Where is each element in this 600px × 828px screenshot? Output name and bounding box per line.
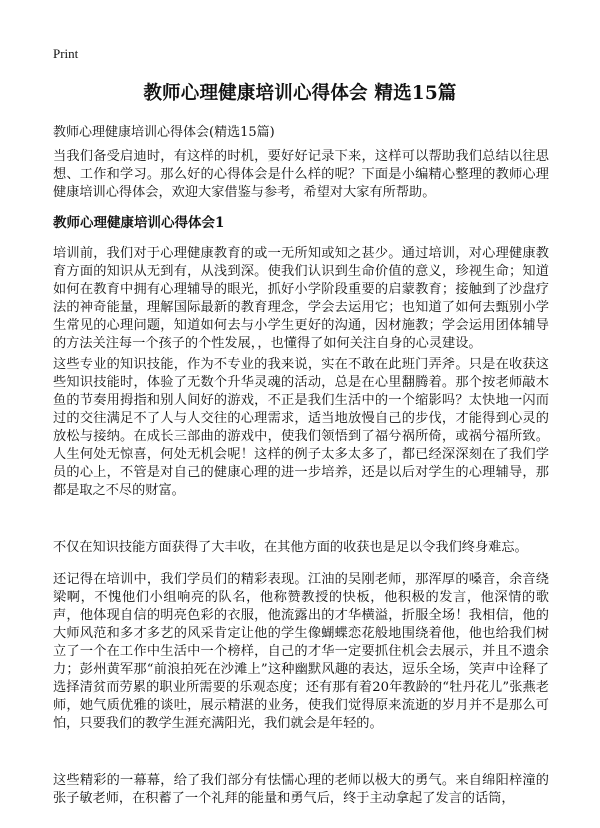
page-title: 教师心理健康培训心得体会 精选15篇 — [143, 83, 457, 104]
intro-paragraph: 当我们备受启迪时，有这样的时机，要好好记录下来，这样可以帮助我们总结以往思想、工作和学习。那么好的心得体会是什么样的呢？下面是小编精心整理的教师心理健康培训心得体会，欢迎大家借鉴与参考，希望对大家有所帮助。 — [53, 149, 549, 200]
document-subtitle: 教师心理健康培训心得体会(精选15篇) — [53, 125, 275, 140]
body-paragraph: 这些精彩的一幕幕，给了我们部分有怯懦心理的老师以极大的勇气。来自绵阳梓潼的张子敏老师，在积蓄了一个礼拜的能量和勇气后，终于主动拿起了发言的话筒， — [53, 773, 549, 806]
body-paragraph: 这些专业的知识技能，作为不专业的我来说，实在不敢在此班门弄斧。只是在收获这些知识技能时，体验了无数个升华灵魂的活动，总是在心里翻腾着。那个按老师敲木鱼的节奏用拇指和别人间好的游戏，不正是我们生活中的一个缩影吗？太快地一闪而过的交往满足不了人与人交往的心理需求，适当地放慢自己的步伐，才能得到心灵的放松与接纳。在成长三部曲的游戏中，使我们领悟到了福兮祸所倚，或祸兮福所致。人生何处无惊喜，何处无机会呢！这样的例子太多太多了，都已经深深刻在了我们学员的心上，不管是对自己的健康心理的进一步培养，还是以后对学生的心理辅导，那都是取之不尽的财富。 — [53, 357, 549, 498]
body-paragraph: 还记得在培训中，我们学员们的精彩表现。江油的吴刚老师，那浑厚的嗓音，余音绕梁啊，不愧他们小组响亮的队名，他称赞教授的快板，他积极的发言，他深情的歌声，他体现自信的明亮色彩的衣服，他流露出的才华横溢，折服全场！我相信，他的大师风范和多才多艺的风采肯定让他的学生像蝴蝶恋花般地围绕着他，他也给我们树立了一个在工作中生活中一个榜样，自己的才华一定要抓住机会去展示，并且不遗余力；彭州黄军那“前浪拍死在沙滩上”这种幽默风趣的表达，逗乐全场，笑声中诠释了选择清贫而劳累的职业所需要的乐观态度；还有那有着20年教龄的“牡丹花儿”张燕老师，她气质优雅的谈吐，展示精湛的业务，使我们觉得原来流逝的岁月并不是那么可怕，只要我们的教学生涯充满阳光，我们就会是年轻的。 — [53, 572, 549, 731]
body-paragraph: 培训前，我们对于心理健康教育的或一无所知或知之甚少。通过培训，对心理健康教育方面的知识从无到有，从浅到深。使我们认识到生命价值的意义，珍视生命；知道如何在教育中拥有心理辅导的眼光，抓好小学阶段重要的启蒙教育；接触到了沙盘疗法的神奇能量，理解国际最新的教育理念，学会去运用它；也知道了如何去甄别小学生常见的心理问题，知道如何去与小学生更好的沟通，因材施教；学会运用团体辅导的方法关注每一个孩子的个性发展，，也懂得了如何关注自身的心灵建设。 — [53, 246, 549, 351]
print-link[interactable]: Print — [53, 46, 79, 61]
body-paragraph: 不仅在知识技能方面获得了大丰收，在其他方面的收获也是足以令我们终身难忘。 — [53, 540, 528, 555]
section-heading: 教师心理健康培训心得体会1 — [53, 215, 225, 231]
